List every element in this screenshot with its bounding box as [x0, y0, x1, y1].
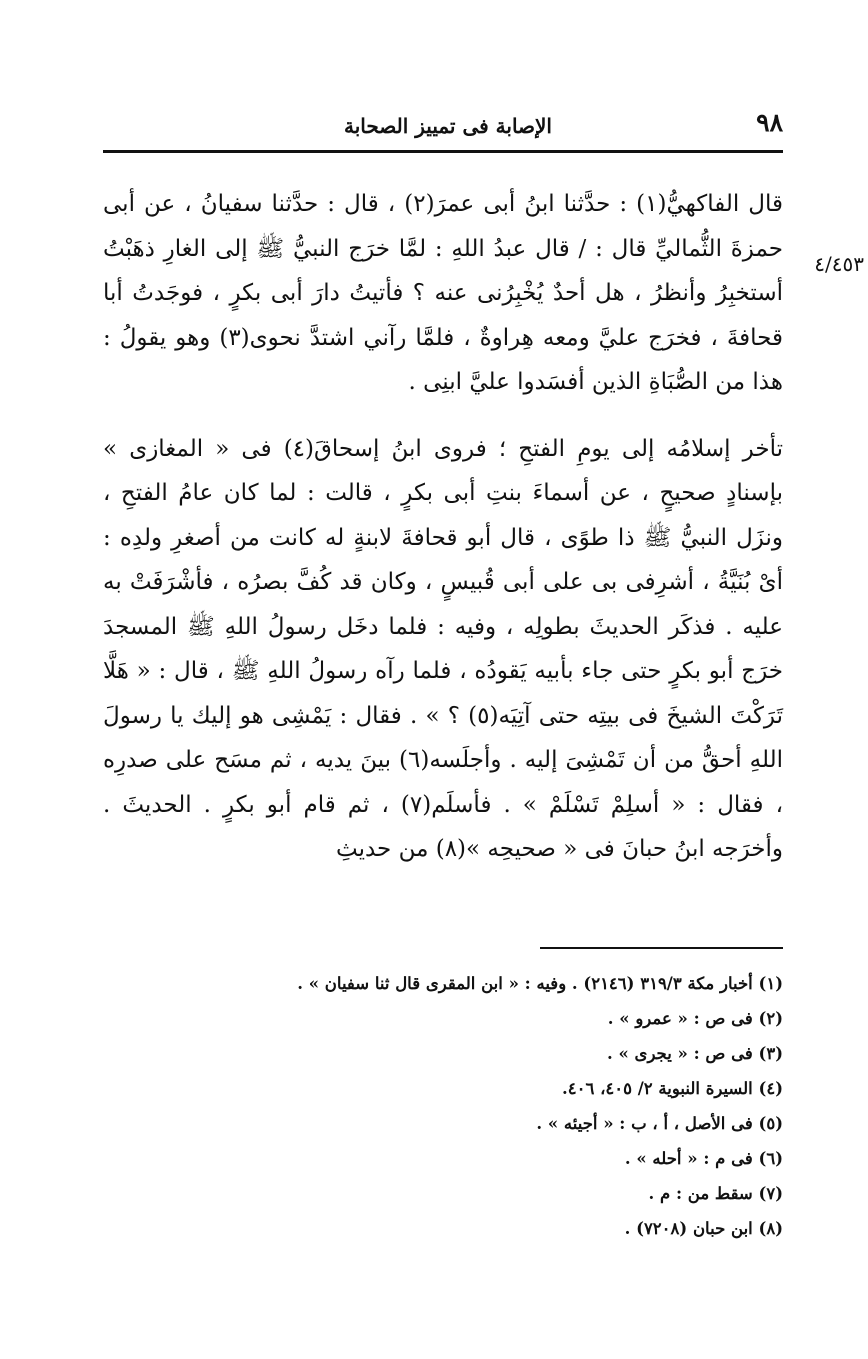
main-text	[103, 182, 783, 872]
footnote-2: (٢) فى ص : « عمرو » .	[607, 1009, 783, 1028]
paragraph-1: قال الفاكهيُّ(١) : حدَّثنا ابنُ أبى عمرَ(٢) ، قال : حدَّثنا سفيانُ ، عن أبى حمزةَ الثُّماليِّ قال : / قال عبدُ اللهِ : لمَّا خرَج النبيُّ ﷺ إلى الغارِ ذهَبْتُ أستخبِرُ وأنظرُ ، هل أحدٌ يُخْبِرُنى عنه ؟ فأتيتُ دارَ أبى بكرٍ ، فوجَدتُ أبا قحافةَ ، فخرَج عليَّ ومعه هِراوةٌ ، فلمَّا رآني اشتدَّ نحوى(٣) وهو يقولُ : هذا من الصُّبَاةِ الذين أفسَدوا عليَّ ابنِى .	[103, 191, 783, 395]
footnote-8: (٨) ابن حبان (٧٢٠٨) .	[624, 1219, 783, 1238]
page-header	[103, 108, 783, 148]
footnote-separator	[540, 947, 783, 949]
footnote-1: (١) أخبار مكة ٣١٩/٣ (٢١٤٦) . وفيه : « ابن المقرى قال ثنا سفيان » .	[297, 974, 783, 993]
header-rule	[103, 150, 783, 153]
footnote-5: (٥) فى الأصل ، أ ، ب : « أجيئه » .	[536, 1114, 783, 1133]
margin-volume-page-reference: ٤/٤٥٣	[814, 252, 864, 276]
footnote-4: (٤) السيرة النبوية ٢/ ٤٠٥، ٤٠٦.	[562, 1079, 783, 1098]
running-title: الإصابة فى تمييز الصحابة	[344, 114, 552, 138]
footnotes	[103, 966, 783, 1246]
page-number: ٩٨	[756, 108, 783, 137]
paragraph-2: تأخر إسلامُه إلى يومِ الفتحِ ؛ فروى ابنُ إسحاقَ(٤) فى « المغازى » بإسنادٍ صحيحٍ ، عن أسماءَ بنتِ أبى بكرٍ ، قالت : لما كان عامُ الفتحِ ، ونزَل النبيُّ ﷺ ذا طوًى ، قال أبو قحافةَ لابنةٍ له كانت من أصغرِ ولدِه : أىْ بُنَيَّةُ ، أشرِفى بى على أبى قُبيسٍ ، وكان قد كُفَّ بصرُه ، فأشْرَفَتْ به عليه . فذكَر الحديثَ بطولِه ، وفيه : فلما دخَل رسولُ اللهِ ﷺ المسجدَ خرَج أبو بكرٍ حتى جاء بأبيه يَقودُه ، فلما رآه رسولُ اللهِ ﷺ ، قال : « هَلَّا تَرَكْتَ الشيخَ فى بيتِه حتى آتِيَه(٥) ؟ » . فقال : يَمْشِى هو إليك يا رسولَ اللهِ أحقُّ من أن تَمْشِىَ إليه . وأجلَسه(٦) بينَ يديه ، ثم مسَح على صدرِه ، فقال : « أسلِمْ تَسْلَمْ » . فأسلَم(٧) ، ثم قام أبو بكرٍ . الحديثَ . وأخرَجه ابنُ حبانَ فى « صحيحِه »(٨) من حديثِ	[103, 435, 784, 862]
footnote-7: (٧) سقط من : م .	[648, 1184, 783, 1203]
footnote-3: (٣) فى ص : « يجرى » .	[606, 1044, 783, 1063]
footnote-6: (٦) فى م : « أحله » .	[624, 1149, 783, 1168]
